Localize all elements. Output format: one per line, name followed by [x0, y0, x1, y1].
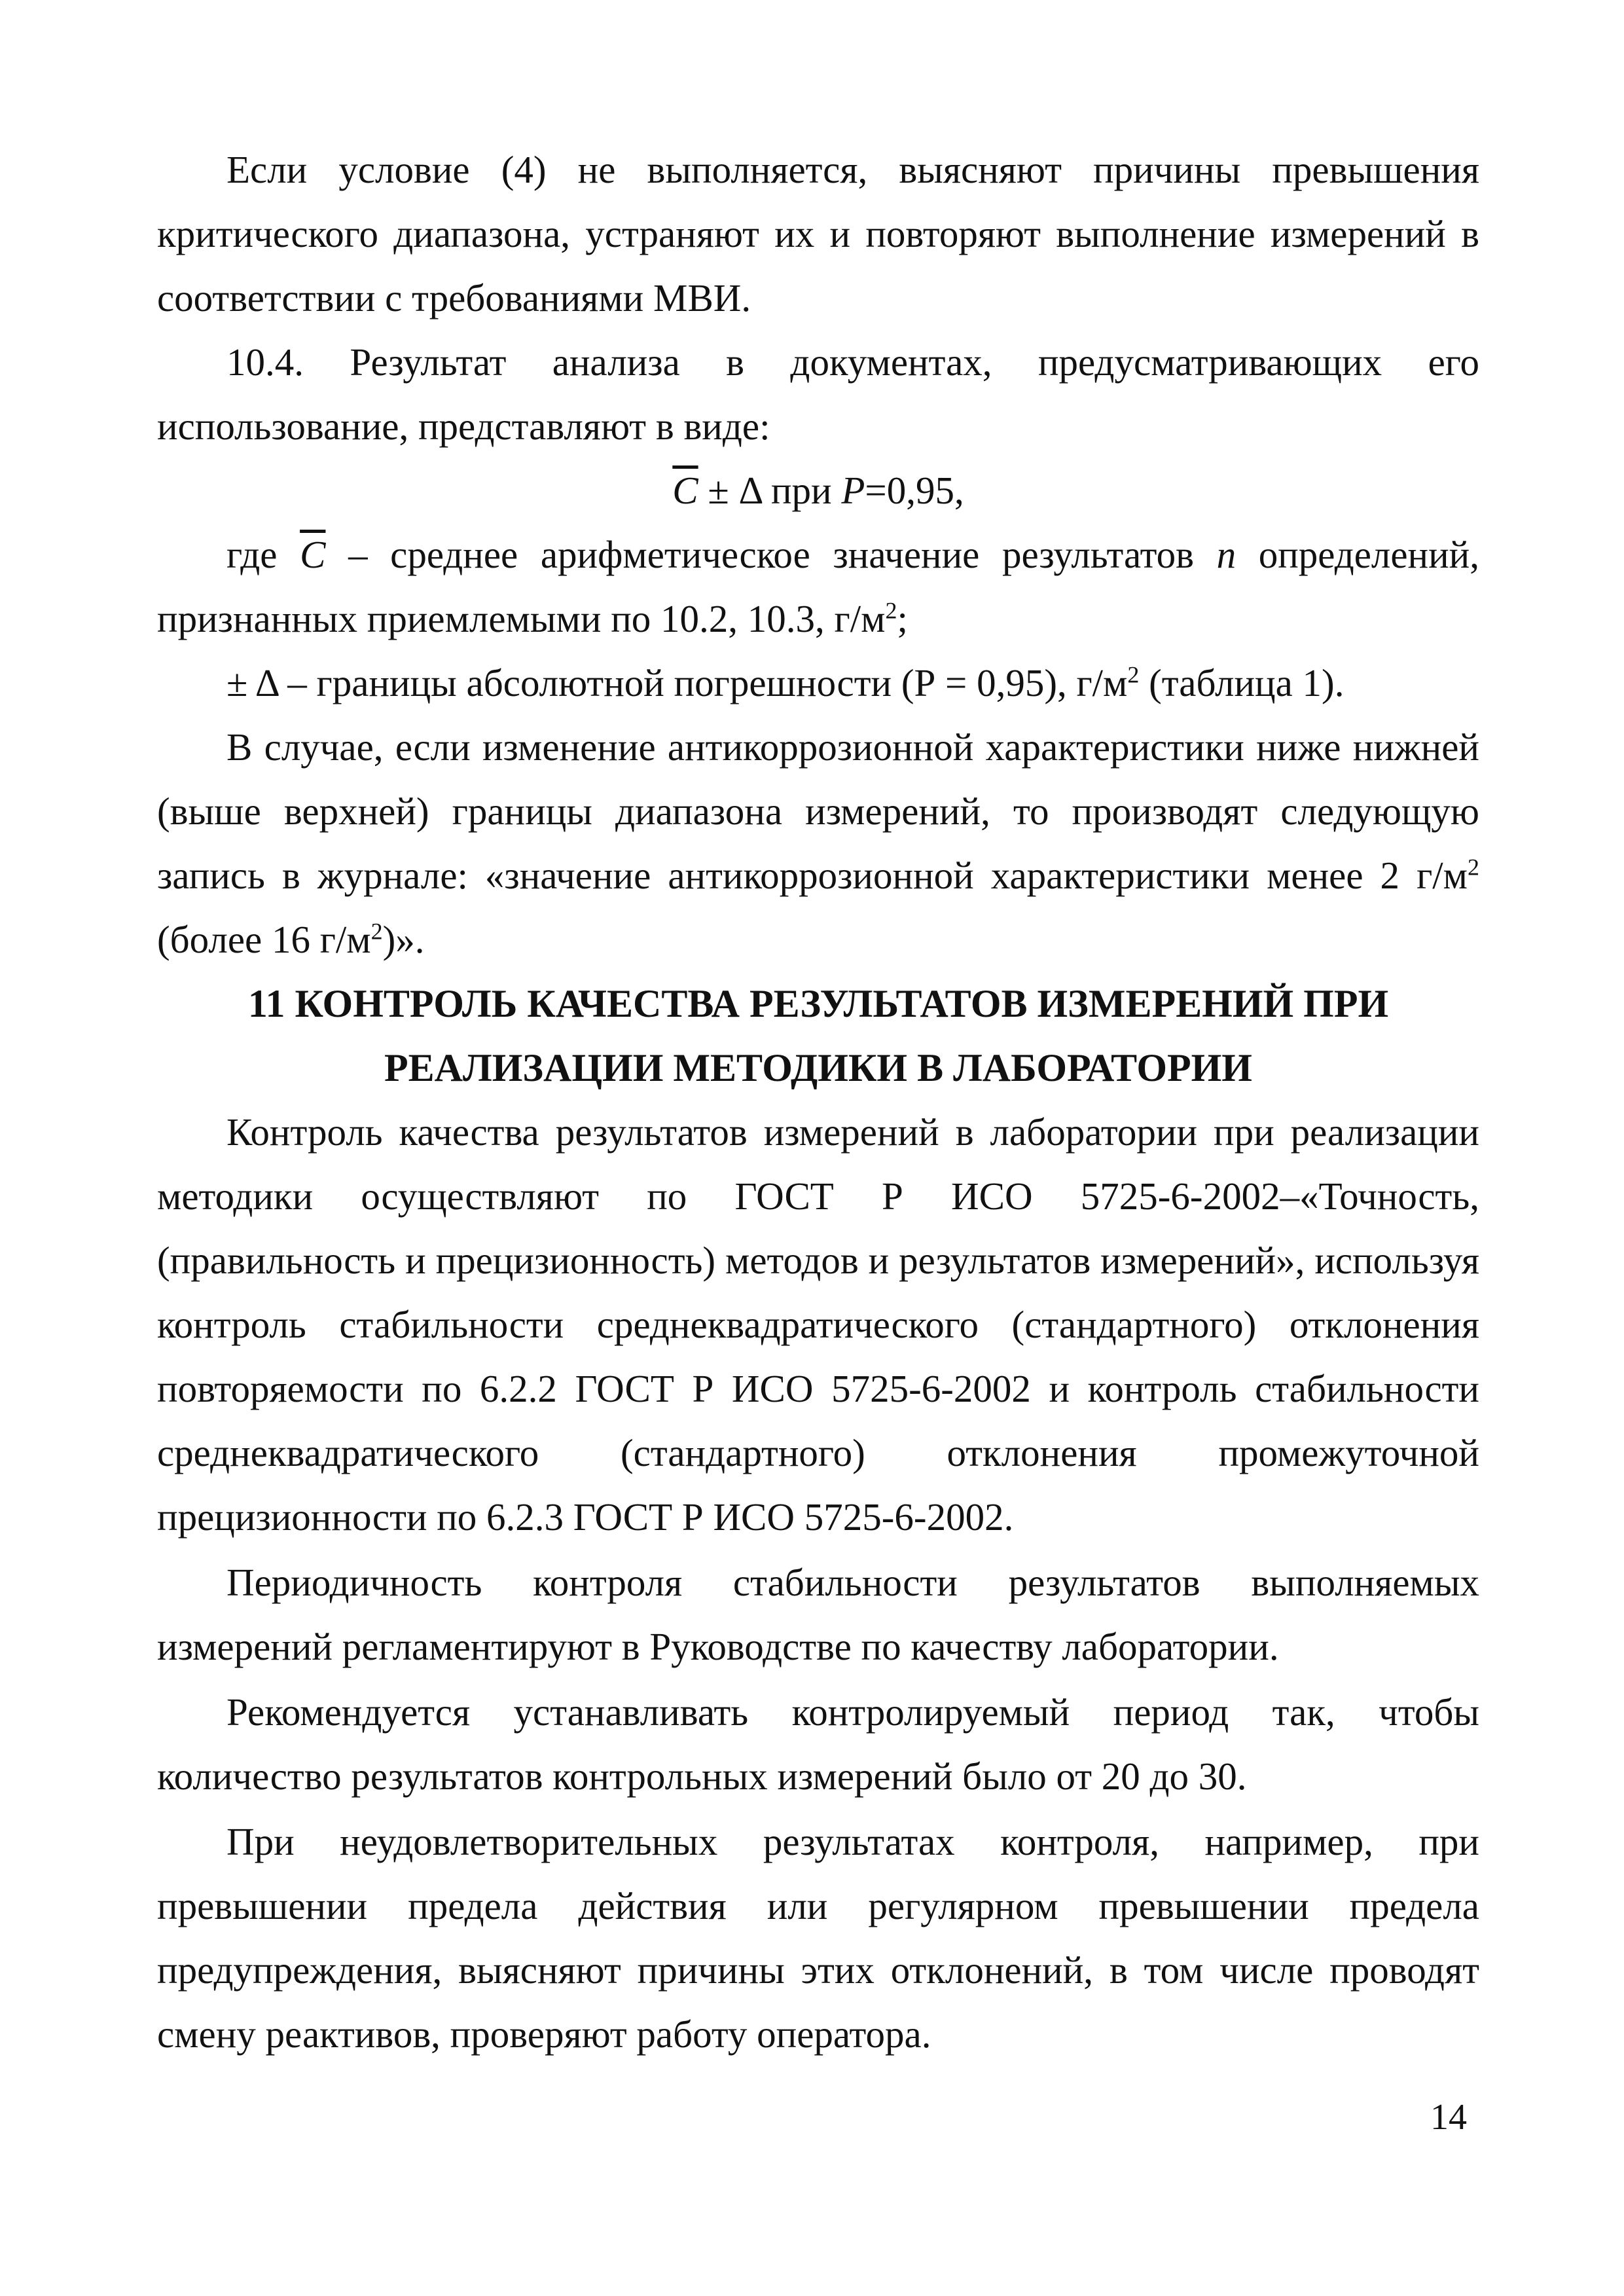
where-text-b: определений, признанных приемлемыми по 10.2, 10.3, г/м	[157, 533, 1479, 640]
formula-pm-delta: ± Δ при	[698, 469, 842, 512]
formula-mean-symbol: $\overline{C}$	[672, 469, 698, 512]
where-mean-symbol: $\overline{C}$	[300, 533, 326, 576]
p3-text-a: В случае, если изменение антикоррозионной характеристики ниже нижней (выше верхней) границы диапазона измерений, то производят следующую запись в журнале: «значение антикоррозионной характеристики менее 2 г/м	[157, 725, 1479, 897]
where-text-a: – среднее арифметическое значение результатов	[325, 533, 1217, 576]
p3-text-c: )».	[382, 918, 425, 961]
paragraph-10-4: 10.4. Результат анализа в документах, предусматривающих его использование, представляют в виде:	[157, 340, 1479, 448]
section-heading-line-2: РЕАЛИЗАЦИИ МЕТОДИКИ В ЛАБОРАТОРИИ	[384, 1046, 1252, 1089]
paragraph-recommendation: Рекомендуется устанавливать контролируемый период так, чтобы количество результатов контрольных измерений было от 20 до 30.	[157, 1690, 1479, 1798]
paragraph-out-of-range	[157, 715, 1479, 972]
where-prefix: где	[226, 533, 300, 576]
result-formula	[157, 458, 1479, 522]
delta-sup: 2	[1127, 661, 1140, 688]
where-sup: 2	[885, 597, 897, 624]
section-heading-line-1: 11 КОНТРОЛЬ КАЧЕСТВА РЕЗУЛЬТАТОВ ИЗМЕРЕНИЙ ПРИ	[247, 982, 1389, 1025]
body-text	[157, 137, 1479, 2066]
paragraph-periodicity: Периодичность контроля стабильности результатов выполняемых измерений регламентируют в Руководстве по качеству лаборатории.	[157, 1561, 1479, 1668]
p3-sup1: 2	[1468, 854, 1479, 881]
paragraph-delta-bounds	[157, 651, 1479, 715]
p3-sup2: 2	[370, 918, 383, 945]
paragraph-where-mean	[157, 522, 1479, 651]
delta-text-b: (таблица 1).	[1139, 661, 1344, 704]
page-number: 14	[1430, 2097, 1467, 2138]
formula-p-symbol: P	[841, 469, 865, 512]
paragraph-condition-4: Если условие (4) не выполняется, выясняют причины превышения критического диапазона, устраняют их и повторяют выполнение измерений в соответствии с требованиями МВИ.	[157, 148, 1479, 319]
where-n-symbol: n	[1216, 533, 1236, 576]
paragraph-quality-control: Контроль качества результатов измерений в лаборатории при реализации методики осуществляют по ГОСТ Р ИСО 5725-6-2002–«Точность, (правильность и прецизионность) методов и результатов измерений», используя контроль стабильности среднеквадратического (стандартного) отклонения повторяемости по 6.2.2 ГОСТ Р ИСО 5725-6-2002 и контроль стабильности среднеквадратического (стандартного) отклонения промежуточной прецизионности по 6.2.3 ГОСТ Р ИСО 5725-6-2002.	[157, 1110, 1479, 1539]
delta-text-a: ± Δ – границы абсолютной погрешности (Р = 0,95), г/м	[226, 661, 1128, 704]
formula-p-value: =0,95,	[865, 469, 964, 512]
paragraph-unsatisfactory: При неудовлетворительных результатах контроля, например, при превышении предела действия или регулярном превышении предела предупреждения, выясняют причины этих отклонений, в том числе проводят смену реактивов, проверяют работу оператора.	[157, 1820, 1479, 2056]
p3-text-b: (более 16 г/м	[157, 918, 371, 961]
where-end: ;	[897, 597, 908, 640]
